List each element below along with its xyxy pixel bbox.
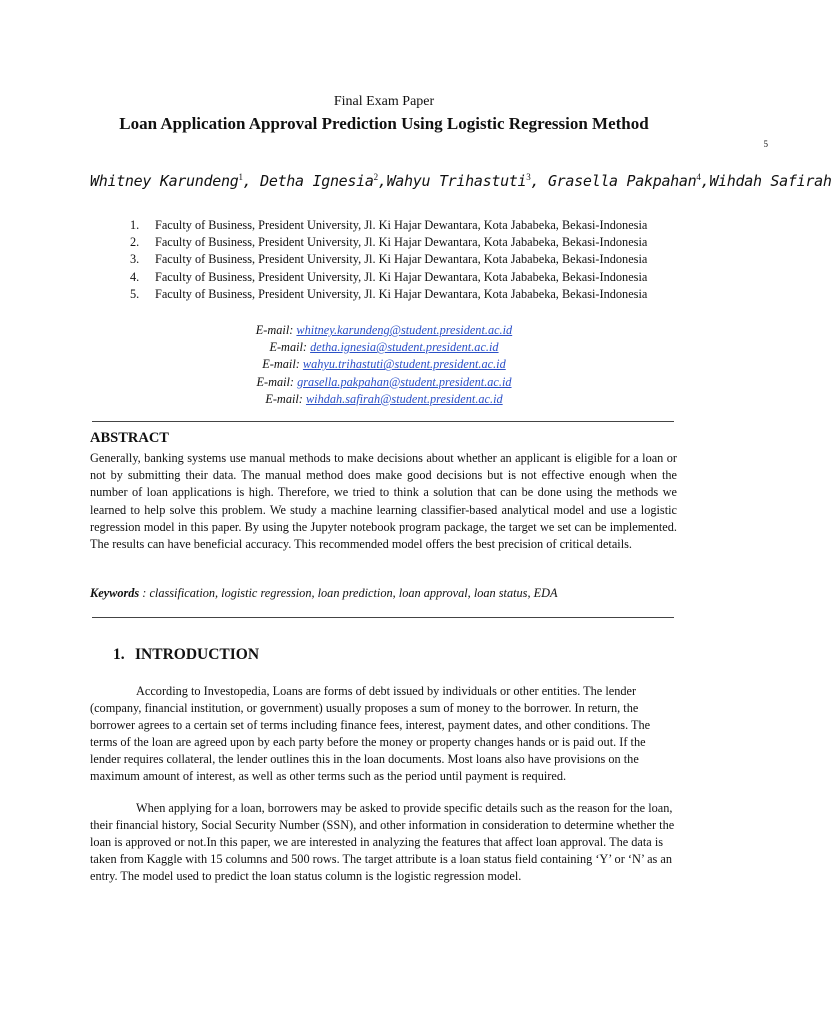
affiliation-item: [130, 234, 647, 251]
author-affiliation-mark: 1: [238, 172, 243, 182]
affiliation-item: [130, 269, 647, 286]
affiliation-text: Faculty of Business, President University, Jl. Ki Hajar Dewantara, Kota Jababeka, Bekasi-Indonesia: [155, 252, 648, 267]
author-affiliation-mark: 2: [373, 172, 378, 182]
author-name: Wihdah Safirah: [709, 172, 832, 190]
email-label: E-mail:: [269, 340, 311, 355]
affiliation-text: Faculty of Business, President University, Jl. Ki Hajar Dewantara, Kota Jababeka, Bekasi-Indonesia: [155, 269, 648, 284]
affiliation-number: 1.: [130, 218, 140, 232]
email-link[interactable]: wihdah.safirah@student.president.ac.id: [305, 391, 503, 406]
author-separator: ,: [700, 172, 710, 190]
email-label: E-mail:: [256, 374, 298, 389]
author-name: Whitney Karundeng: [90, 172, 239, 190]
affiliation-number: 5.: [130, 286, 140, 301]
author-name: Wahyu Trihastuti: [386, 172, 527, 190]
section-title: INTRODUCTION: [135, 646, 260, 663]
email-line: [0, 339, 768, 356]
section-number: 1.: [113, 646, 125, 663]
email-link[interactable]: wahyu.trihastuti@student.president.ac.id: [302, 357, 506, 372]
keywords-line: [90, 586, 690, 601]
author-name: Grasella Pakpahan: [547, 172, 697, 190]
email-link[interactable]: grasella.pakpahan@student.president.ac.id: [297, 374, 512, 389]
author-separator: ,: [530, 172, 548, 190]
author-affiliation-mark: 5: [763, 139, 768, 149]
introduction-paragraph: According to Investopedia, Loans are forms of debt issued by individuals or other entities. The lender (company, financial institution, or government) usually proposes a sum of money to the borrower. In return, the borrower agrees to a certain set of terms including finance fees, interest, payment dates, and other conditions. The terms of the loan are agreed upon by each party before the money or property changes hands or is paid out. If the lender requires collateral, the lender outlines this in the loan documents. Most loans also have provisions on the maximum amount of interest, as well as other terms such as the period until payment is required.: [90, 684, 651, 784]
email-line: [0, 322, 768, 339]
affiliation-text: Faculty of Business, President University, Jl. Ki Hajar Dewantara, Kota Jababeka, Bekasi-Indonesia: [155, 235, 648, 250]
email-line: [0, 391, 768, 408]
affiliation-item: [130, 217, 647, 234]
paper-title: Loan Application Approval Prediction Using Logistic Regression Method: [119, 114, 649, 133]
keywords-separator: :: [139, 586, 150, 600]
affiliation-text: Faculty of Business, President University, Jl. Ki Hajar Dewantara, Kota Jababeka, Bekasi-Indonesia: [155, 218, 648, 232]
email-label: E-mail:: [255, 323, 297, 337]
section-divider: [92, 421, 674, 422]
affiliation-number: 3.: [130, 252, 140, 267]
introduction-paragraph: When applying for a loan, borrowers may be asked to provide specific details such as the reason for the loan, their financial history, Social Security Number (SSN), and other information in consideration to determine whether the loan is approved or not.In this paper, we are interested in analyzing the features that affect loan approval. The data is taken from Kaggle with 15 columns and 500 rows. The target attribute is a loan status field containing ‘Y’ or ‘N’ as an entry. The model used to predict the loan status column is the logistic regression model.: [90, 801, 675, 884]
exam-label: Final Exam Paper: [333, 94, 435, 109]
affiliation-list: [130, 217, 647, 303]
introduction-heading: [113, 646, 259, 664]
author-affiliation-mark: 4: [696, 172, 701, 182]
affiliation-text: Faculty of Business, President University, Jl. Ki Hajar Dewantara, Kota Jababeka, Bekasi-Indonesia: [155, 286, 648, 301]
author-separator: ,: [377, 172, 387, 190]
affiliation-item: [130, 251, 647, 268]
email-line: [0, 374, 768, 391]
author-list: [90, 172, 832, 190]
author-name: Detha Ignesia: [260, 172, 374, 190]
section-divider: [92, 617, 674, 618]
affiliation-number: 2.: [130, 235, 140, 250]
abstract-body: Generally, banking systems use manual methods to make decisions about whether an applicant is eligible for a loan or not by submitting their data. The manual method does make good decisions but is not effective enough when the number of loan applications is high. Therefore, we tried to think a solution that can be done using the methods we learned to help solve this problem. We study a machine learning classifier-based analytical model and use a logistic regression model in this paper. By using the Jupyter notebook program package, the target we set can be implemented. The results can have beneficial accuracy. This recommended model offers the best precision of critical details.: [90, 451, 677, 552]
email-label: E-mail:: [265, 391, 306, 406]
email-link[interactable]: detha.ignesia@student.president.ac.id: [310, 340, 499, 355]
keywords-label: Keywords: [90, 586, 140, 600]
abstract-heading: ABSTRACT: [90, 430, 169, 446]
email-line: [0, 356, 768, 373]
email-list: [0, 322, 768, 408]
email-label: E-mail:: [262, 357, 303, 372]
email-link[interactable]: whitney.karundeng@student.president.ac.id: [296, 323, 513, 337]
author-affiliation-mark: 3: [526, 172, 531, 182]
affiliation-number: 4.: [130, 269, 140, 284]
keywords-text: classification, logistic regression, loan prediction, loan approval, loan status, EDA: [149, 586, 558, 600]
author-separator: ,: [242, 172, 261, 190]
affiliation-item: [130, 286, 647, 303]
